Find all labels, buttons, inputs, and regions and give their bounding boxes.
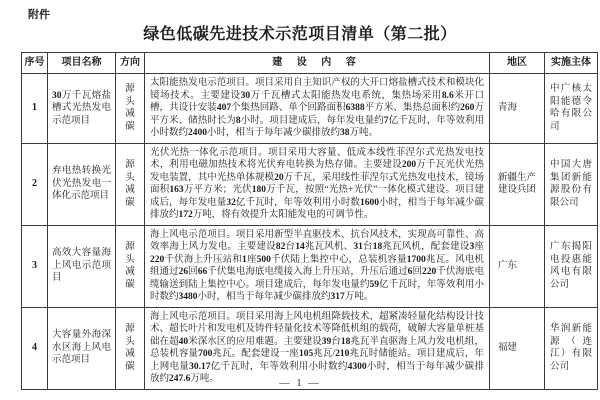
header-project-name: 项目名称 — [48, 53, 116, 74]
table-row-3 — [22, 225, 598, 307]
cell-direction: 源头减碳 — [116, 225, 145, 307]
table-row-1 — [22, 74, 598, 144]
header-region: 地区 — [490, 53, 545, 74]
project-table — [21, 52, 598, 390]
cell-direction: 源头减碳 — [116, 74, 145, 144]
table-header-row — [22, 53, 598, 74]
cell-index: 2 — [22, 143, 48, 225]
header-index: 序号 — [22, 53, 48, 74]
table-row-4 — [22, 307, 598, 389]
cell-index: 4 — [22, 307, 48, 389]
cell-entity: 华润新能源（连江）有限公司 — [545, 307, 598, 389]
cell-content: 光伏光热一体化示范项目。项目采用大容量、低成本线性菲涅尔式光热发电技术，利用电磁加热技术将光伏弃电转换为热存储。主要建设200万千瓦光伏光热发电装置，其中光热单体规模20万千瓦，采用线性菲涅尔式光热发电技术，镜场面积163万平方米；光伏180万千瓦，按照“光热+光伏”一体化模式建设。项目建成后，每年发电量32亿千瓦时，年等效利用小时数1600小时，相当于每年减少碳排放约172万吨，将有效提升太阳能发电的可调节性。 — [145, 143, 490, 225]
cell-entity: 中国大唐集团新能源股份有限公司 — [545, 143, 598, 225]
cell-region: 青海 — [490, 74, 545, 144]
cell-project-name: 弃电热转换光伏光热发电一体化示范项目 — [48, 143, 116, 225]
table-row-2 — [22, 143, 598, 225]
project-table-container — [21, 52, 597, 390]
page-number: — 1 — — [279, 378, 321, 389]
cell-index: 3 — [22, 225, 48, 307]
cell-region: 新疆生产建设兵团 — [490, 143, 545, 225]
cell-project-name: 大容量外海深水区海上风电示范项目 — [48, 307, 116, 389]
cell-direction: 源头减碳 — [116, 307, 145, 389]
cell-project-name: 高效大容量海上风电示范项目 — [48, 225, 116, 307]
document-title: 绿色低碳先进技术示范项目清单（第二批） — [143, 26, 457, 43]
cell-region: 广东 — [490, 225, 545, 307]
cell-index: 1 — [22, 74, 48, 144]
attachment-label: 附件 — [28, 9, 50, 21]
cell-content: 海上风电示范项目。项目采用新型半直驱技术、抗台风技术，实现高可靠性、高效率海上风力发电。主要建设82台14兆瓦风机、31台18兆瓦风机，配套建设3座220千伏海上升压站和1座500千伏陆上集控中心，总装机容量1700兆瓦。风电机组通过26回66千伏集电海底电缆接入海上升压站，升压后通过6回220千伏海底电缆输送到陆上集控中心。项目建成后，每年发电量约59亿千瓦时，年等效利用小时数约3480小时，相当于每年减少碳排放约317万吨。 — [145, 225, 490, 307]
cell-entity: 中广核太阳能德令哈有限公司 — [545, 74, 598, 144]
header-direction: 方向 — [116, 53, 145, 74]
cell-region: 福建 — [490, 307, 545, 389]
cell-direction: 源头减碳 — [116, 143, 145, 225]
cell-project-name: 30万千瓦熔盐槽式光热发电示范项目 — [48, 74, 116, 144]
cell-content: 太阳能热发电示范项目。项目采用自主知识产权的大开口熔盐槽式技术和模块化镜场技术。主要建设30万千瓦槽式太阳能热发电系统，集热场采用8.6米开口槽，共设计安装407个集热回路、单个回路面积6388平方米、集热总面积约260万平方米、储热时长为8小时。项目建成后，每年发电量约7亿千瓦时，年等效利用小时数约2400小时，相当于每年减少碳排放约38万吨。 — [145, 74, 490, 144]
cell-entity: 广东揭阳电投惠能风电有限公司 — [545, 225, 598, 307]
header-content: 建 设 内 容 — [145, 53, 490, 74]
header-entity: 实施主体 — [545, 53, 598, 74]
cell-content: 海上风电示范项目。项目采用海上风电机组降载技术、超紧凑轻量化结构设计技术、超长叶片和发电机及铸件轻量化技术等降低机组的载荷，破解大容量单桩基础在超40米深水区的应用难题。主要建设39台18兆瓦半直驱海上风力发电机组，总装机容量700兆瓦。配套建设一座105兆瓦/210兆瓦时储能站。项目建成后，年上网电量30.17亿千瓦时，年等效利用小时数约4300小时，相当于每年减少碳排放约247.6万吨。 — [145, 307, 490, 389]
